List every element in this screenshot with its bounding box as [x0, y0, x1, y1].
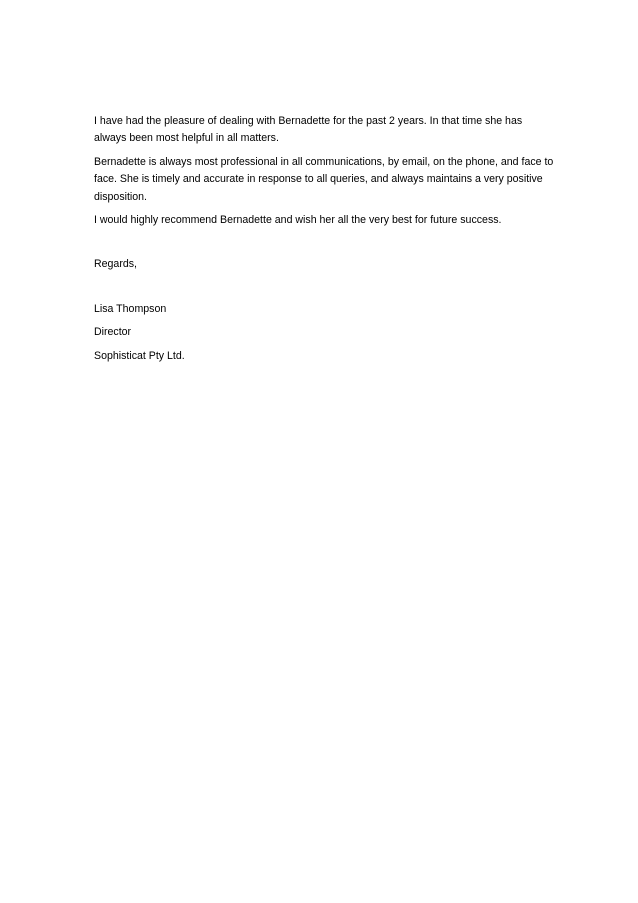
- signature-title: Director: [94, 326, 132, 339]
- spacer: [94, 280, 554, 301]
- letter-body: [94, 113, 554, 371]
- signature-company: Sophisticat Pty Ltd.: [94, 349, 185, 362]
- paragraph-professionalism: Bernadette is always most professional in all communications, by email, on the phone, and face to face. She is timely and accurate in response to all queries, and always maintains a very positive disposition.: [94, 155, 554, 203]
- paragraph-recommendation: I would highly recommend Bernadette and wish her all the very best for future success.: [94, 214, 502, 227]
- closing-salutation: Regards,: [94, 258, 137, 271]
- spacer: [94, 235, 554, 256]
- signature-name: Lisa Thompson: [94, 302, 167, 315]
- paragraph-intro: I have had the pleasure of dealing with Bernadette for the past 2 years. In that time she has always been most helpful in all matters.: [94, 115, 523, 145]
